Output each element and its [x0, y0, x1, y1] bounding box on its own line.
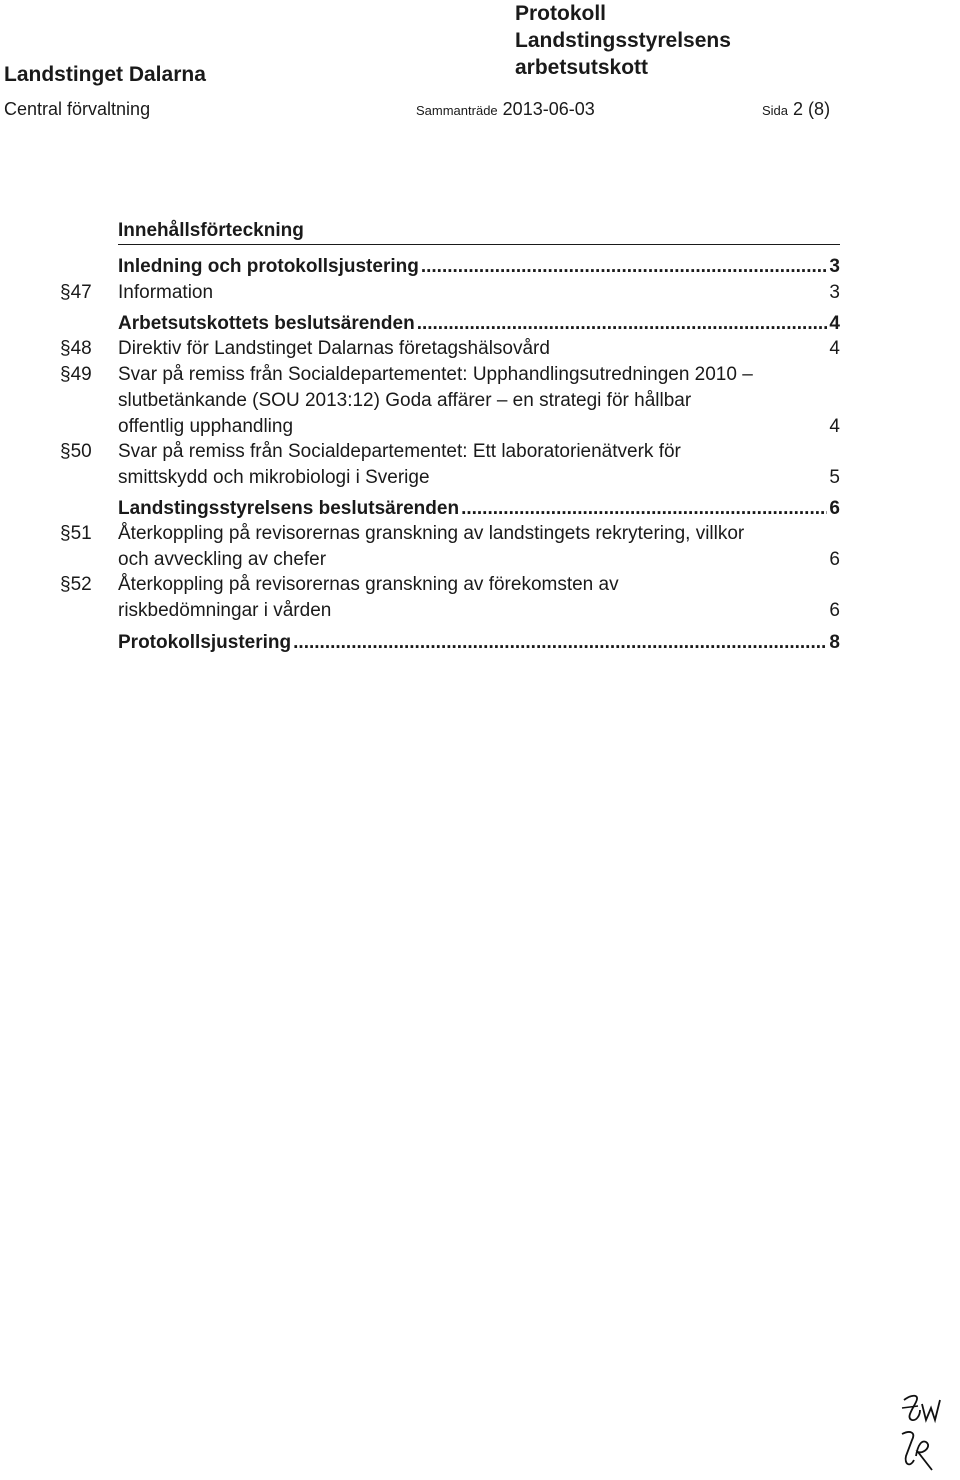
meeting-info [416, 98, 595, 122]
page-label: Sida [762, 103, 789, 118]
toc-item-52-line2 [118, 600, 840, 622]
toc-page-number: 5 [829, 467, 840, 488]
toc-item-48 [118, 338, 840, 360]
meeting-label: Sammanträde [416, 103, 498, 118]
paragraph-number: §50 [60, 441, 92, 462]
meeting-date: 2013-06-03 [502, 99, 595, 119]
dot-leader [417, 313, 828, 335]
toc-item-49-line1 [118, 364, 840, 386]
toc-item-50-line1 [118, 441, 840, 463]
toc-entry-text: Direktiv för Landstinget Dalarnas företagshälsovård [118, 338, 550, 359]
dot-leader [461, 498, 827, 520]
toc-item-47 [118, 282, 840, 304]
toc-entry-text: slutbetänkande (SOU 2013:12) Goda affärer – en strategi för hållbar [118, 390, 692, 411]
toc-entry-text: Återkoppling på revisorernas granskning av landstingets rekrytering, villkor [118, 523, 745, 544]
toc-title: Innehållsförteckning [118, 220, 304, 241]
toc-section-inledning [118, 256, 840, 278]
toc-item-51-line2 [118, 549, 840, 571]
toc-entry-text: Återkoppling på revisorernas granskning av förekomsten av [118, 574, 619, 595]
toc-entry-text: Protokollsjustering [118, 632, 292, 653]
paragraph-number: §47 [60, 282, 92, 303]
toc-item-49-line3 [118, 416, 840, 438]
toc-page-number: 4 [829, 416, 840, 437]
paragraph-number: §49 [60, 364, 92, 385]
page-indicator [762, 98, 830, 122]
signature-initials-2 [892, 1426, 942, 1474]
toc-page-number: 4 [829, 338, 840, 359]
toc-entry-text: smittskydd och mikrobiologi i Sverige [118, 467, 430, 488]
paragraph-number: §48 [60, 338, 92, 359]
document-type: Protokoll [515, 2, 607, 25]
toc-entry-text: Landstingsstyrelsens beslutsärenden [118, 498, 460, 519]
toc-page-number: 3 [829, 282, 840, 303]
toc-entry-text: riskbedömningar i vården [118, 600, 332, 621]
toc-section-arbetsutskott [118, 313, 840, 335]
toc-entry-text: Arbetsutskottets beslutsärenden [118, 313, 415, 334]
toc-item-50-line2 [118, 467, 840, 489]
toc-page-number: 6 [829, 549, 840, 570]
toc-page-number: 6 [829, 498, 840, 519]
paragraph-number: §52 [60, 574, 92, 595]
toc-entry-text: offentlig upphandling [118, 416, 294, 437]
toc-page-number: 4 [829, 313, 840, 334]
toc-title-rule [118, 244, 840, 245]
organization-name: Landstinget Dalarna [4, 63, 206, 86]
signature-initials-1 [898, 1390, 946, 1430]
page-number: 2 (8) [793, 99, 831, 119]
toc-entry-text: och avveckling av chefer [118, 549, 327, 570]
toc-entry-text: Inledning och protokollsjustering [118, 256, 419, 277]
toc-item-52-line1 [118, 574, 840, 596]
toc-page-number: 6 [829, 600, 840, 621]
dot-leader [293, 632, 827, 654]
toc-section-landstingsstyrelsen [118, 498, 840, 520]
toc-entry-text: Svar på remiss från Socialdepartementet: Ett laboratorienätverk för [118, 441, 681, 462]
board-name-line1: Landstingsstyrelsens [515, 29, 731, 52]
toc-section-protokollsjustering [118, 632, 840, 654]
dot-leader [421, 256, 828, 278]
toc-entry-text: Svar på remiss från Socialdepartementet: Upphandlingsutredningen 2010 – [118, 364, 753, 385]
board-name-line2: arbetsutskott [515, 56, 649, 79]
paragraph-number: §51 [60, 523, 92, 544]
toc-entry-text: Information [118, 282, 214, 303]
toc-page-number: 3 [829, 256, 840, 277]
toc-item-49-line2 [118, 390, 840, 412]
department-name: Central förvaltning [4, 99, 151, 119]
toc-item-51-line1 [118, 523, 840, 545]
toc-page-number: 8 [829, 632, 840, 653]
